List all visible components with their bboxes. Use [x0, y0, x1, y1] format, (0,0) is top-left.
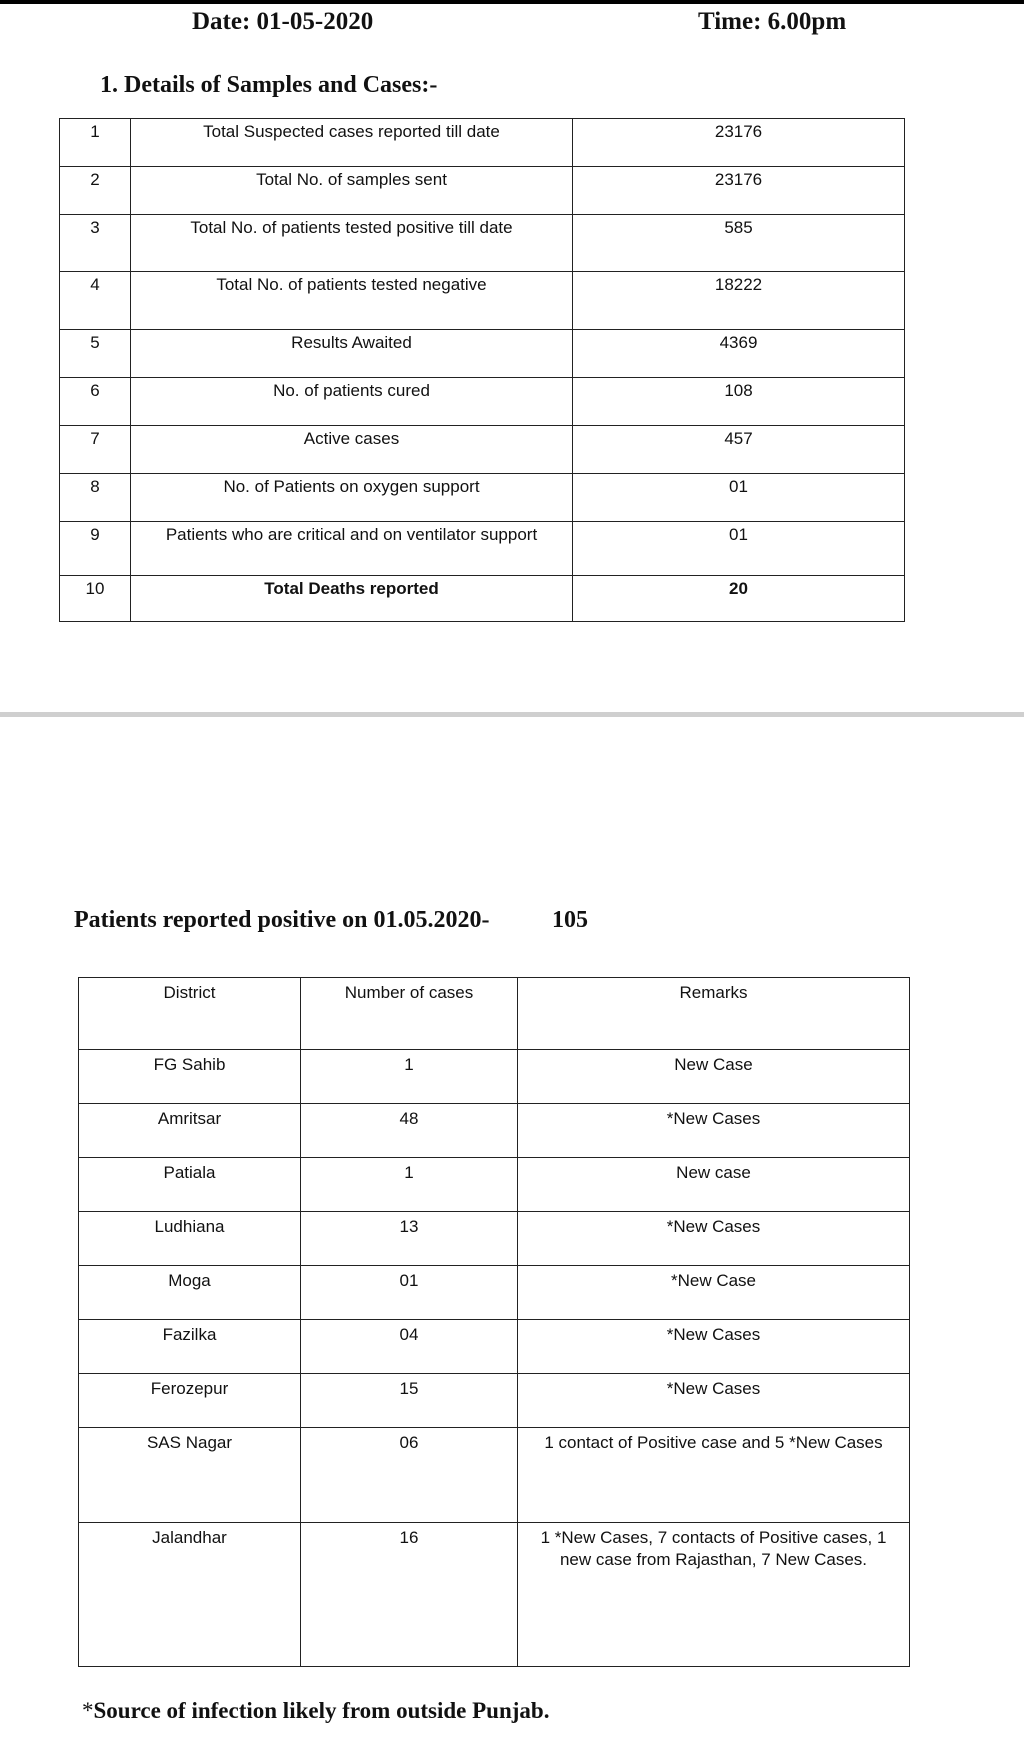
row-label: Active cases [131, 426, 573, 474]
report-date: Date: 01-05-2020 [192, 8, 374, 35]
table-row [79, 1158, 910, 1212]
row-value: 4369 [573, 330, 905, 378]
cases-cell: 06 [301, 1428, 518, 1523]
cases-cell: 04 [301, 1320, 518, 1374]
table-row [79, 1104, 910, 1158]
cases-cell: 1 [301, 1158, 518, 1212]
row-number: 6 [60, 378, 131, 426]
district-cell: Moga [79, 1266, 301, 1320]
row-value: 01 [573, 522, 905, 576]
row-value: 585 [573, 215, 905, 272]
table-row [79, 1428, 910, 1523]
table-row [79, 1374, 910, 1428]
table-row [60, 119, 905, 167]
row-label: No. of patients cured [131, 378, 573, 426]
row-number: 9 [60, 522, 131, 576]
row-number: 4 [60, 272, 131, 330]
district-cases-table [78, 977, 910, 1667]
district-cell: Ludhiana [79, 1212, 301, 1266]
row-value: 20 [573, 576, 905, 622]
footnote-asterisk: * [82, 1698, 94, 1723]
top-border-strip [0, 0, 1024, 4]
district-cell: Ferozepur [79, 1374, 301, 1428]
remarks-cell: *New Cases [518, 1320, 910, 1374]
district-cell: FG Sahib [79, 1050, 301, 1104]
table-row [60, 272, 905, 330]
district-cell: Patiala [79, 1158, 301, 1212]
row-number: 1 [60, 119, 131, 167]
table-row [60, 474, 905, 522]
row-value: 23176 [573, 167, 905, 215]
row-number: 8 [60, 474, 131, 522]
row-label: No. of Patients on oxygen support [131, 474, 573, 522]
row-label: Total No. of patients tested negative [131, 272, 573, 330]
remarks-cell: 1 *New Cases, 7 contacts of Positive cases, 1 new case from Rajasthan, 7 New Cases. [518, 1523, 910, 1667]
table-row [79, 1266, 910, 1320]
row-number: 10 [60, 576, 131, 622]
table-row [60, 330, 905, 378]
row-value: 23176 [573, 119, 905, 167]
column-header-cases: Number of cases [301, 978, 518, 1050]
remarks-cell: *New Cases [518, 1212, 910, 1266]
table-row [60, 576, 905, 622]
footnote [82, 1698, 549, 1724]
cases-cell: 01 [301, 1266, 518, 1320]
column-header-remarks: Remarks [518, 978, 910, 1050]
row-number: 5 [60, 330, 131, 378]
remarks-cell: *New Cases [518, 1104, 910, 1158]
remarks-cell: *New Case [518, 1266, 910, 1320]
district-cell: Fazilka [79, 1320, 301, 1374]
table-row [79, 1212, 910, 1266]
table-header-row [79, 978, 910, 1050]
table-row [79, 1050, 910, 1104]
cases-cell: 16 [301, 1523, 518, 1667]
row-number: 2 [60, 167, 131, 215]
cases-cell: 1 [301, 1050, 518, 1104]
section-divider [0, 712, 1024, 717]
row-label: Total Deaths reported [131, 576, 573, 622]
remarks-cell: New case [518, 1158, 910, 1212]
table-row [79, 1320, 910, 1374]
remarks-cell: *New Cases [518, 1374, 910, 1428]
row-label: Total No. of samples sent [131, 167, 573, 215]
row-value: 01 [573, 474, 905, 522]
footnote-text: Source of infection likely from outside Punjab. [93, 1698, 550, 1723]
report-time: Time: 6.00pm [698, 8, 847, 35]
row-number: 7 [60, 426, 131, 474]
row-value: 108 [573, 378, 905, 426]
cases-cell: 13 [301, 1212, 518, 1266]
section-title: 1. Details of Samples and Cases:- [100, 72, 438, 98]
remarks-cell: New Case [518, 1050, 910, 1104]
positive-cases-count: 105 [552, 907, 588, 933]
row-label: Total No. of patients tested positive till date [131, 215, 573, 272]
table-row [60, 522, 905, 576]
positive-cases-heading: Patients reported positive on 01.05.2020- [74, 907, 490, 933]
cases-cell: 15 [301, 1374, 518, 1428]
samples-cases-table [59, 118, 905, 622]
district-cell: Amritsar [79, 1104, 301, 1158]
district-cell: Jalandhar [79, 1523, 301, 1667]
table-row [60, 167, 905, 215]
row-label: Results Awaited [131, 330, 573, 378]
row-number: 3 [60, 215, 131, 272]
row-label: Total Suspected cases reported till date [131, 119, 573, 167]
district-cell: SAS Nagar [79, 1428, 301, 1523]
table-row [60, 378, 905, 426]
remarks-cell: 1 contact of Positive case and 5 *New Cases [518, 1428, 910, 1523]
cases-cell: 48 [301, 1104, 518, 1158]
row-value: 457 [573, 426, 905, 474]
row-value: 18222 [573, 272, 905, 330]
table-row [79, 1523, 910, 1667]
column-header-district: District [79, 978, 301, 1050]
table-row [60, 426, 905, 474]
row-label: Patients who are critical and on ventilator support [131, 522, 573, 576]
table-row [60, 215, 905, 272]
